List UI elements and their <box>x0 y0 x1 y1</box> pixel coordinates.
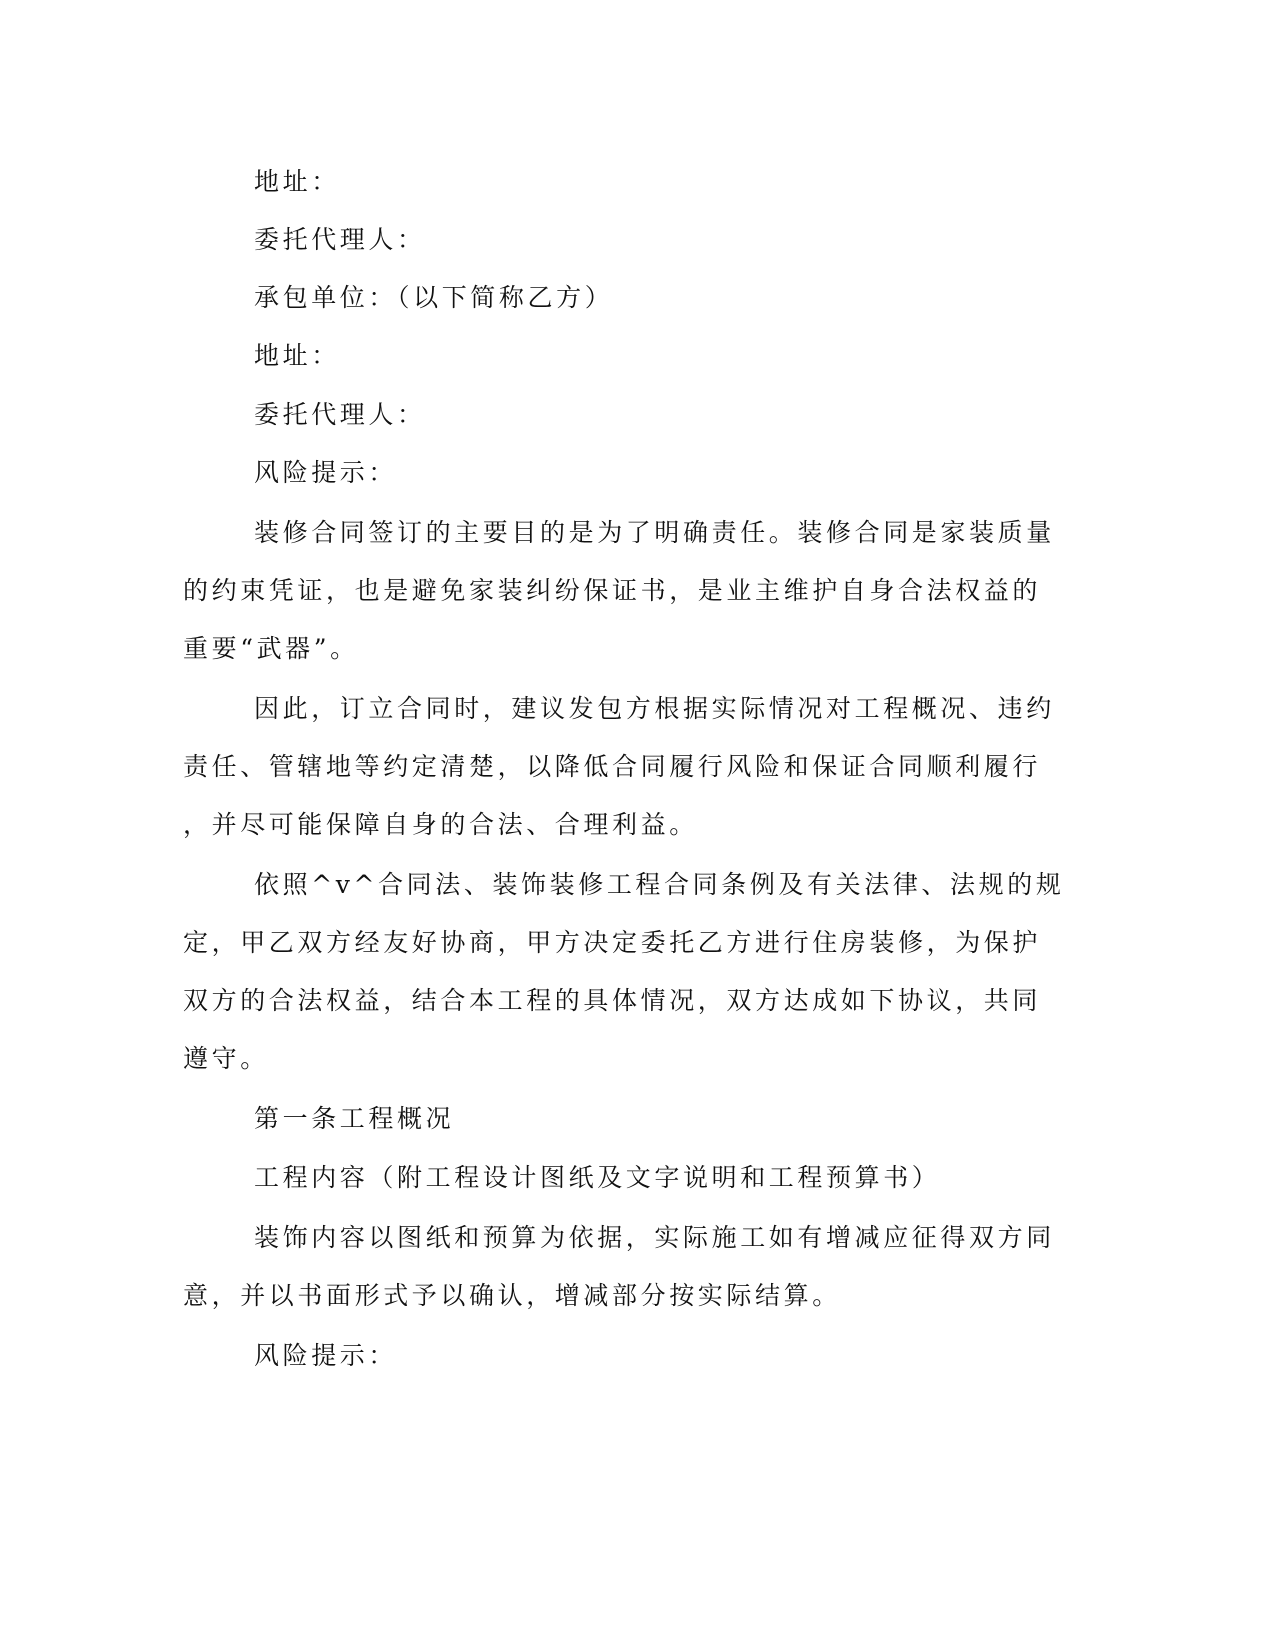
contractor-label: 承包单位：（以下简称乙方） <box>254 283 614 312</box>
paragraph-line: 重要“武器”。 <box>183 634 359 663</box>
paragraph-line: 依照^v^合同法、装饰装修工程合同条例及有关法律、法规的规 <box>254 870 1065 899</box>
risk-notice-heading: 风险提示： <box>254 458 398 487</box>
project-content-line: 工程内容（附工程设计图纸及文字说明和工程预算书） <box>254 1163 941 1192</box>
paragraph-line: 遵守。 <box>183 1044 269 1073</box>
paragraph-line: 责任、管辖地等约定清楚，以降低合同履行风险和保证合同顺利履行 <box>183 752 1042 781</box>
paragraph-line: 双方的合法权益，结合本工程的具体情况，双方达成如下协议，共同 <box>183 986 1042 1015</box>
paragraph-line: 装饰内容以图纸和预算为依据，实际施工如有增减应征得双方同 <box>254 1223 1055 1252</box>
risk-notice-heading-2: 风险提示： <box>254 1341 398 1370</box>
paragraph-line: 意，并以书面形式予以确认，增减部分按实际结算。 <box>183 1281 841 1310</box>
paragraph-line: 因此，订立合同时，建议发包方根据实际情况对工程概况、违约 <box>254 694 1055 723</box>
paragraph-line: 的约束凭证，也是避免家装纠纷保证书，是业主维护自身合法权益的 <box>183 576 1042 605</box>
paragraph-line: 定，甲乙双方经友好协商，甲方决定委托乙方进行住房装修，为保护 <box>183 928 1042 957</box>
party-b-agent-label: 委托代理人： <box>254 400 426 429</box>
paragraph-line: 装修合同签订的主要目的是为了明确责任。装修合同是家装质量 <box>254 518 1055 547</box>
party-a-agent-label: 委托代理人： <box>254 225 426 254</box>
article-one-heading: 第一条工程概况 <box>254 1104 455 1133</box>
party-a-address-label: 地址： <box>254 167 340 196</box>
paragraph-line: ，并尽可能保障自身的合法、合理利益。 <box>183 810 698 839</box>
party-b-address-label: 地址： <box>254 341 340 370</box>
